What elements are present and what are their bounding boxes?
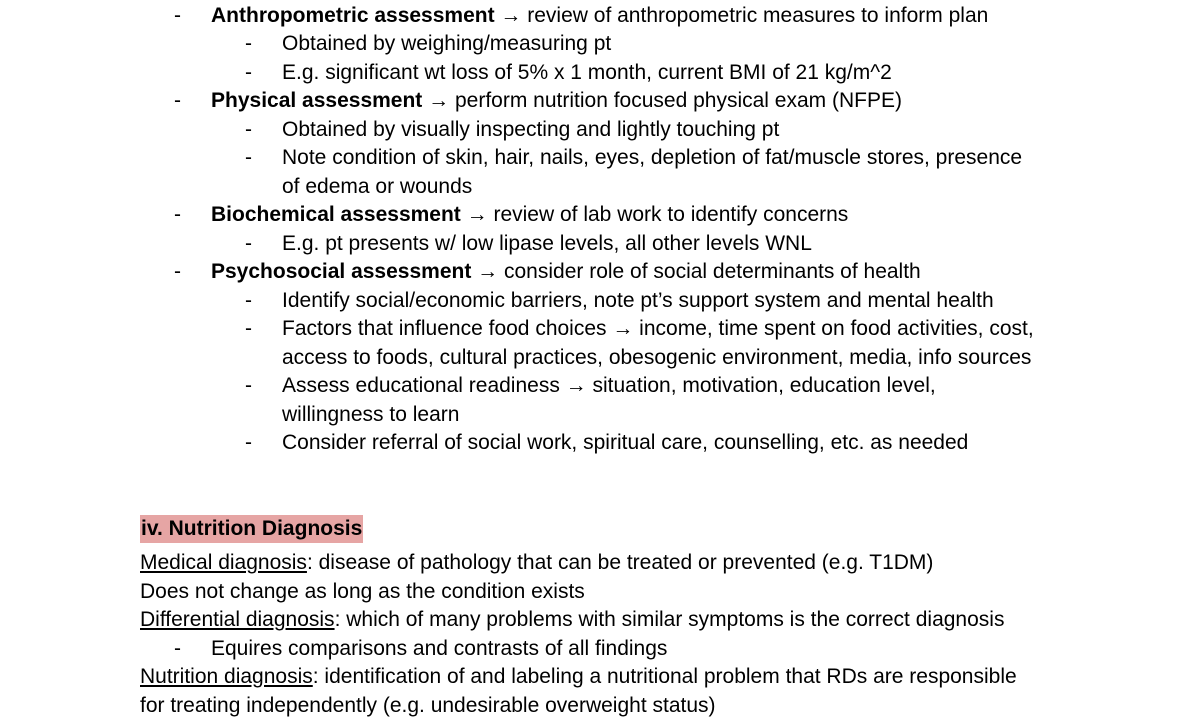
bullet-dash: - [174,89,181,112]
psychosocial-desc: → consider role of social determinants of health [471,260,921,283]
anthropometric-desc: → review of anthropometric measures to inform plan [494,4,989,27]
list-item-continuation: access to foods, cultural practices, obesogenic environment, media, info sources [282,346,1032,369]
physical-line [211,87,902,116]
bullet-dash: - [174,260,181,283]
bullet-dash: - [245,61,252,84]
list-item: Obtained by weighing/measuring pt [282,32,612,55]
nutrition-diagnosis-desc: : identification of and labeling a nutritional problem that RDs are responsible [312,665,1017,688]
nutrition-diagnosis-term: Nutrition diagnosis [140,665,313,688]
bullet-dash: - [245,374,252,397]
list-item: E.g. pt presents w/ low lipase levels, all other levels WNL [282,232,812,255]
bullet-dash: - [245,232,252,255]
section-heading: iv. Nutrition Diagnosis [140,515,363,543]
differential-diagnosis-line [140,606,1004,635]
differential-diagnosis-term: Differential diagnosis [140,608,335,631]
list-item: Assess educational readiness → situation, motivation, education level, [282,374,936,397]
nutrition-diagnosis-line [140,663,1017,692]
bullet-dash: - [245,431,252,454]
list-item: E.g. significant wt loss of 5% x 1 month, current BMI of 21 kg/m^2 [282,61,892,84]
list-item: Factors that influence food choices → income, time spent on food activities, cost, [282,317,1034,340]
differential-diagnosis-desc: : which of many problems with similar symptoms is the correct diagnosis [334,608,1005,631]
bullet-dash: - [245,317,252,340]
biochemical-title: Biochemical assessment [211,203,461,226]
bullet-dash: - [245,118,252,141]
bullet-dash: - [245,289,252,312]
list-item-continuation: of edema or wounds [282,175,473,198]
anthropometric-title: Anthropometric assessment [211,4,495,27]
list-item: Equires comparisons and contrasts of all findings [211,637,668,660]
medical-diagnosis-term: Medical diagnosis [140,551,307,574]
physical-title: Physical assessment [211,89,423,112]
medical-diagnosis-desc: : disease of pathology that can be treated or prevented (e.g. T1DM) [306,551,934,574]
psychosocial-line [211,258,921,287]
bullet-dash: - [174,203,181,226]
list-item: Note condition of skin, hair, nails, eyes, depletion of fat/muscle stores, presence [282,146,1023,169]
anthropometric-line [211,2,988,31]
biochemical-desc: → review of lab work to identify concerns [460,203,849,226]
list-item: Consider referral of social work, spiritual care, counselling, etc. as needed [282,431,969,454]
list-item: Obtained by visually inspecting and lightly touching pt [282,118,780,141]
nutrition-diagnosis-continuation: for treating independently (e.g. undesirable overweight status) [140,694,716,717]
bullet-dash: - [245,32,252,55]
list-item-continuation: willingness to learn [282,403,460,426]
list-item: Identify social/economic barriers, note pt’s support system and mental health [282,289,994,312]
medical-diagnosis-line [140,549,933,578]
psychosocial-title: Psychosocial assessment [211,260,472,283]
bullet-dash: - [174,637,181,660]
biochemical-line [211,201,848,230]
physical-desc: → perform nutrition focused physical exam (NFPE) [422,89,902,112]
bullet-dash: - [174,4,181,27]
medical-diagnosis-note: Does not change as long as the condition exists [140,580,585,603]
bullet-dash: - [245,146,252,169]
